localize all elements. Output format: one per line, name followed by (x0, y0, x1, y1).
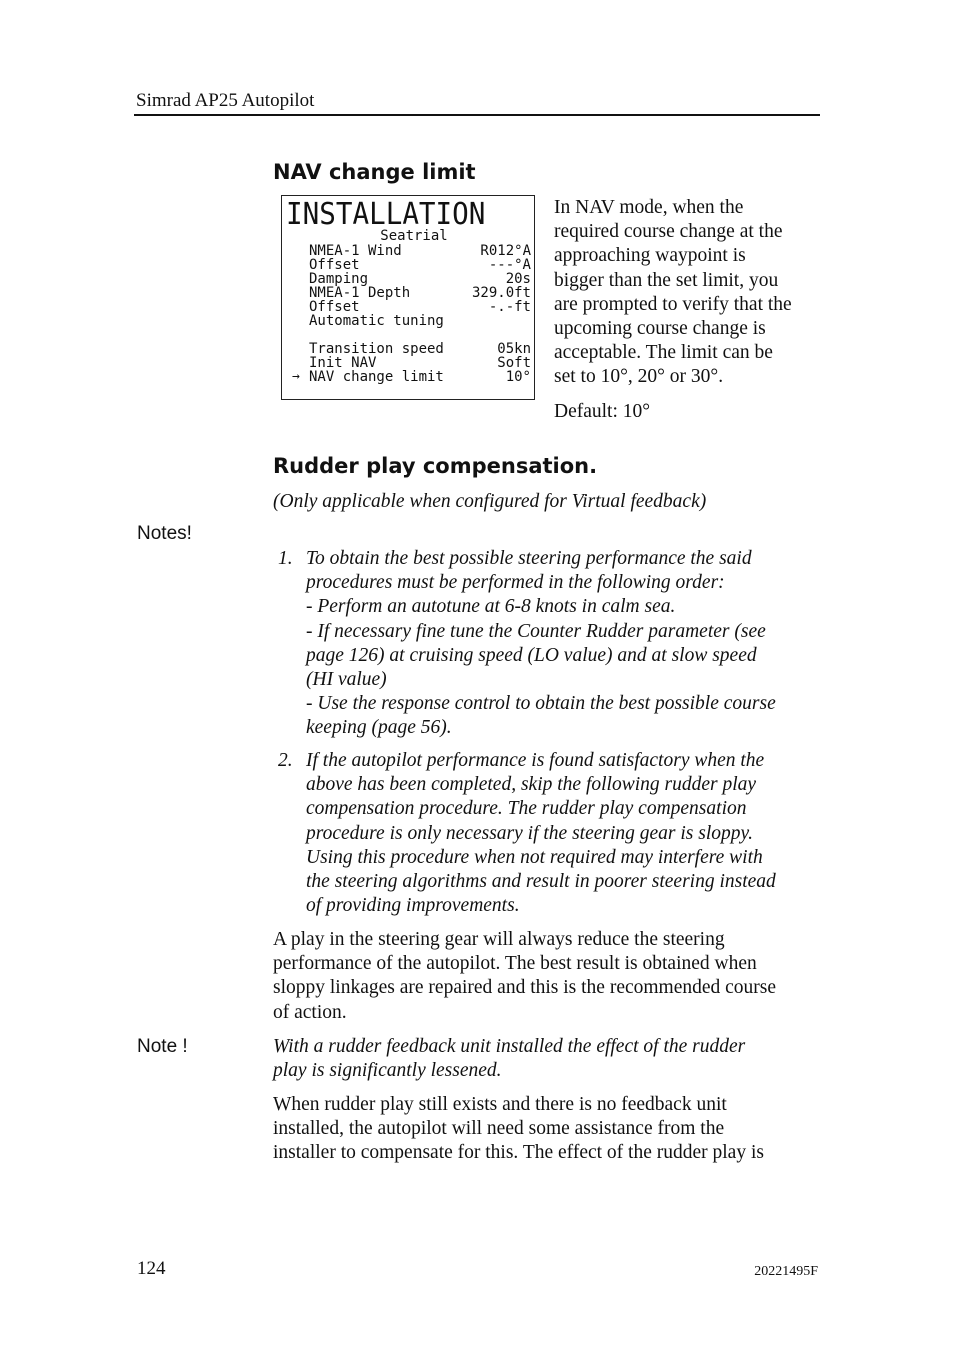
display-row-label: NMEA-1 Depth (309, 285, 411, 301)
section-subtitle: (Only applicable when configured for Virtual feedback) (273, 491, 707, 512)
text-line: When rudder play still exists and there is no feedback unit (273, 1094, 727, 1115)
text-line: of action. (273, 1001, 347, 1023)
text-line: are prompted to verify that the (554, 293, 792, 315)
display-row-label: Init NAV (309, 355, 377, 371)
display-row-value: -.-ft (488, 299, 531, 315)
display-row-label: Offset (309, 257, 360, 273)
cursor-arrow-icon: → (292, 369, 300, 384)
display-row-label: NAV change limit (309, 369, 444, 385)
note-text (273, 1035, 833, 1083)
text-line: - Perform an autotune at 6-8 knots in calm sea. (306, 596, 676, 618)
text-line: A play in the steering gear will always reduce the steering (273, 929, 725, 950)
text-line: Using this procedure when not required may interfere with (306, 846, 763, 868)
running-header: Simrad AP25 Autopilot (136, 90, 315, 111)
display-row-selected (309, 370, 533, 384)
text-line: installer to compensate for this. The effect of the rudder play is (273, 1142, 764, 1164)
text-line: To obtain the best possible steering performance the said (306, 548, 752, 569)
text-line: If the autopilot performance is found satisfactory when the (306, 750, 765, 771)
installation-display (281, 195, 535, 400)
text-line: approaching waypoint is (554, 245, 746, 267)
section-heading-nav-change-limit: NAV change limit (273, 160, 476, 184)
text-line: acceptable. The limit can be (554, 342, 773, 364)
text-line: of providing improvements. (306, 895, 520, 917)
text-line: - Use the response control to obtain the best possible course (306, 693, 776, 715)
text-line: (HI value) (306, 669, 387, 691)
text-line: page 126) at cruising speed (LO value) and at slow speed (306, 644, 757, 666)
text-line: play is significantly lessened. (273, 1060, 502, 1082)
display-row-label: Damping (309, 271, 369, 287)
display-row-label: NMEA-1 Wind (309, 243, 402, 259)
text-line: set to 10°, 20° or 30°. (554, 366, 724, 388)
display-row-value: ---°A (488, 257, 531, 273)
display-row-value: 05kn (497, 341, 531, 357)
display-row (309, 356, 533, 370)
display-row (309, 342, 533, 356)
text-line: the steering algorithms and result in poorer steering instead (306, 871, 776, 893)
header-rule (134, 114, 820, 116)
display-row (309, 244, 533, 258)
display-row-label: Automatic tuning (309, 313, 444, 329)
text-line: performance of the autopilot. The best result is obtained when (273, 953, 757, 975)
nav-change-limit-description (554, 196, 824, 390)
text-line: With a rudder feedback unit installed the effect of the rudder (273, 1036, 746, 1057)
text-line: sloppy linkages are repaired and this is the recommended course (273, 977, 777, 999)
text-line: procedures must be performed in the following order: (306, 572, 725, 594)
text-line: procedure is only necessary if the steering gear is sloppy. (306, 822, 753, 844)
text-line: keeping (page 56). (306, 717, 452, 739)
text-line: above has been completed, skip the following rudder play (306, 774, 757, 796)
display-row (309, 286, 533, 300)
list-number: 1. (278, 548, 293, 569)
list-number: 2. (278, 750, 293, 771)
display-row-value: Soft (497, 355, 531, 371)
page-number: 124 (137, 1258, 166, 1279)
display-row-label: Transition speed (309, 341, 444, 357)
display-row-value: 10° (505, 369, 531, 385)
text-line: required course change at the (554, 221, 783, 243)
display-row-label: Offset (309, 299, 360, 315)
default-value-text: Default: 10° (554, 401, 651, 422)
text-line: In NAV mode, when the (554, 197, 744, 218)
list-item-2 (306, 749, 826, 918)
display-title: INSTALLATION (286, 197, 486, 232)
display-row (309, 300, 533, 314)
display-row (309, 314, 533, 328)
display-row-value: 20s (505, 271, 531, 287)
document-code: 20221495F (754, 1264, 818, 1279)
note-label: Note ! (137, 1036, 188, 1057)
text-line: compensation procedure. The rudder play compensation (306, 798, 747, 820)
display-row (309, 272, 533, 286)
display-row-value: R012°A (480, 243, 531, 259)
text-line: - If necessary fine tune the Counter Rudder parameter (see (306, 620, 766, 642)
body-paragraph (273, 1093, 833, 1166)
text-line: upcoming course change is (554, 318, 766, 340)
list-item-1 (306, 547, 826, 741)
section-heading-rudder-play: Rudder play compensation. (273, 454, 598, 478)
display-row-value: 329.0ft (471, 285, 531, 301)
text-line: bigger than the set limit, you (554, 269, 779, 291)
text-line: installed, the autopilot will need some assistance from the (273, 1118, 725, 1140)
notes-label: Notes! (137, 523, 192, 544)
body-paragraph (273, 928, 833, 1025)
display-subtitle: Seatrial (380, 228, 448, 244)
display-row (309, 258, 533, 272)
